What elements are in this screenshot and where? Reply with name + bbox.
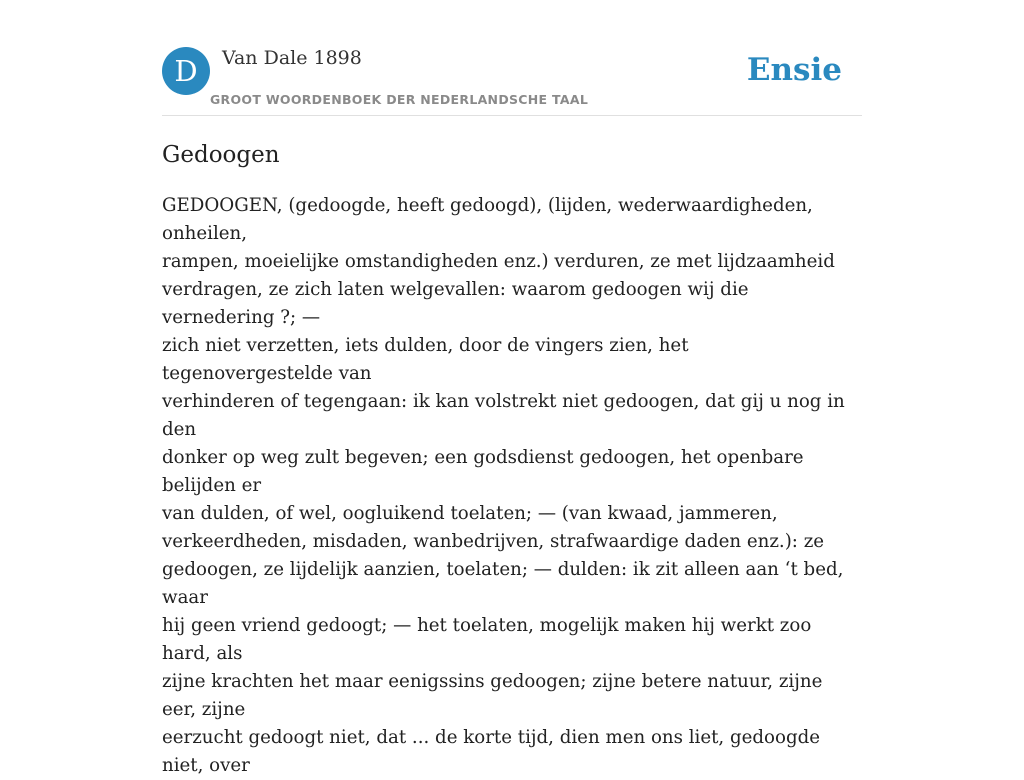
entry-definition: GEDOOGEN, (gedoogde, heeft gedoogd), (lijden, wederwaardigheden, onheilen, rampen, moeielijke omstandigheden enz.) verduren, ze met lijdzaamheid verdragen, ze zich laten welgevallen: waarom gedoogen wij die vernedering ?; — zich niet verzetten, iets dulden, door de vingers zien, het tegenovergestelde van verhinderen of tegengaan: ik kan volstrekt niet gedoogen, dat gij u nog in den donker op weg zult begeven; een godsdienst gedoogen, het openbare belijden er van dulden, of wel, oogluikend toelaten; — (van kwaad, jammeren, verkeerdheden, misdaden, wanbedrijven, strafwaardige daden enz.): ze gedoogen, ze lijdelijk aanzien, toelaten; — dulden: ik zit alleen aan ‘t bed, waar hij geen vriend gedoogt; — het toelaten, mogelijk maken hij werkt zoo hard, als zijne krachten het maar eenigssins gedoogen; zijne betere natuur, zijne eer, zijne eerzucht gedoogt niet, dat ... de korte tijd, dien men ons liet, gedoogde niet, over <box>162 195 845 776</box>
dictionary-header <box>162 46 862 116</box>
dictionary-name[interactable]: Van Dale 1898 <box>222 47 362 69</box>
entry-title: Gedoogen <box>162 142 280 168</box>
dictionary-subtitle: GROOT WOORDENBOEK DER NEDERLANDSCHE TAAL <box>210 92 589 107</box>
ensie-logo[interactable]: Ensie <box>746 52 842 88</box>
header-divider <box>162 115 862 116</box>
dictionary-avatar[interactable]: D <box>162 47 210 95</box>
